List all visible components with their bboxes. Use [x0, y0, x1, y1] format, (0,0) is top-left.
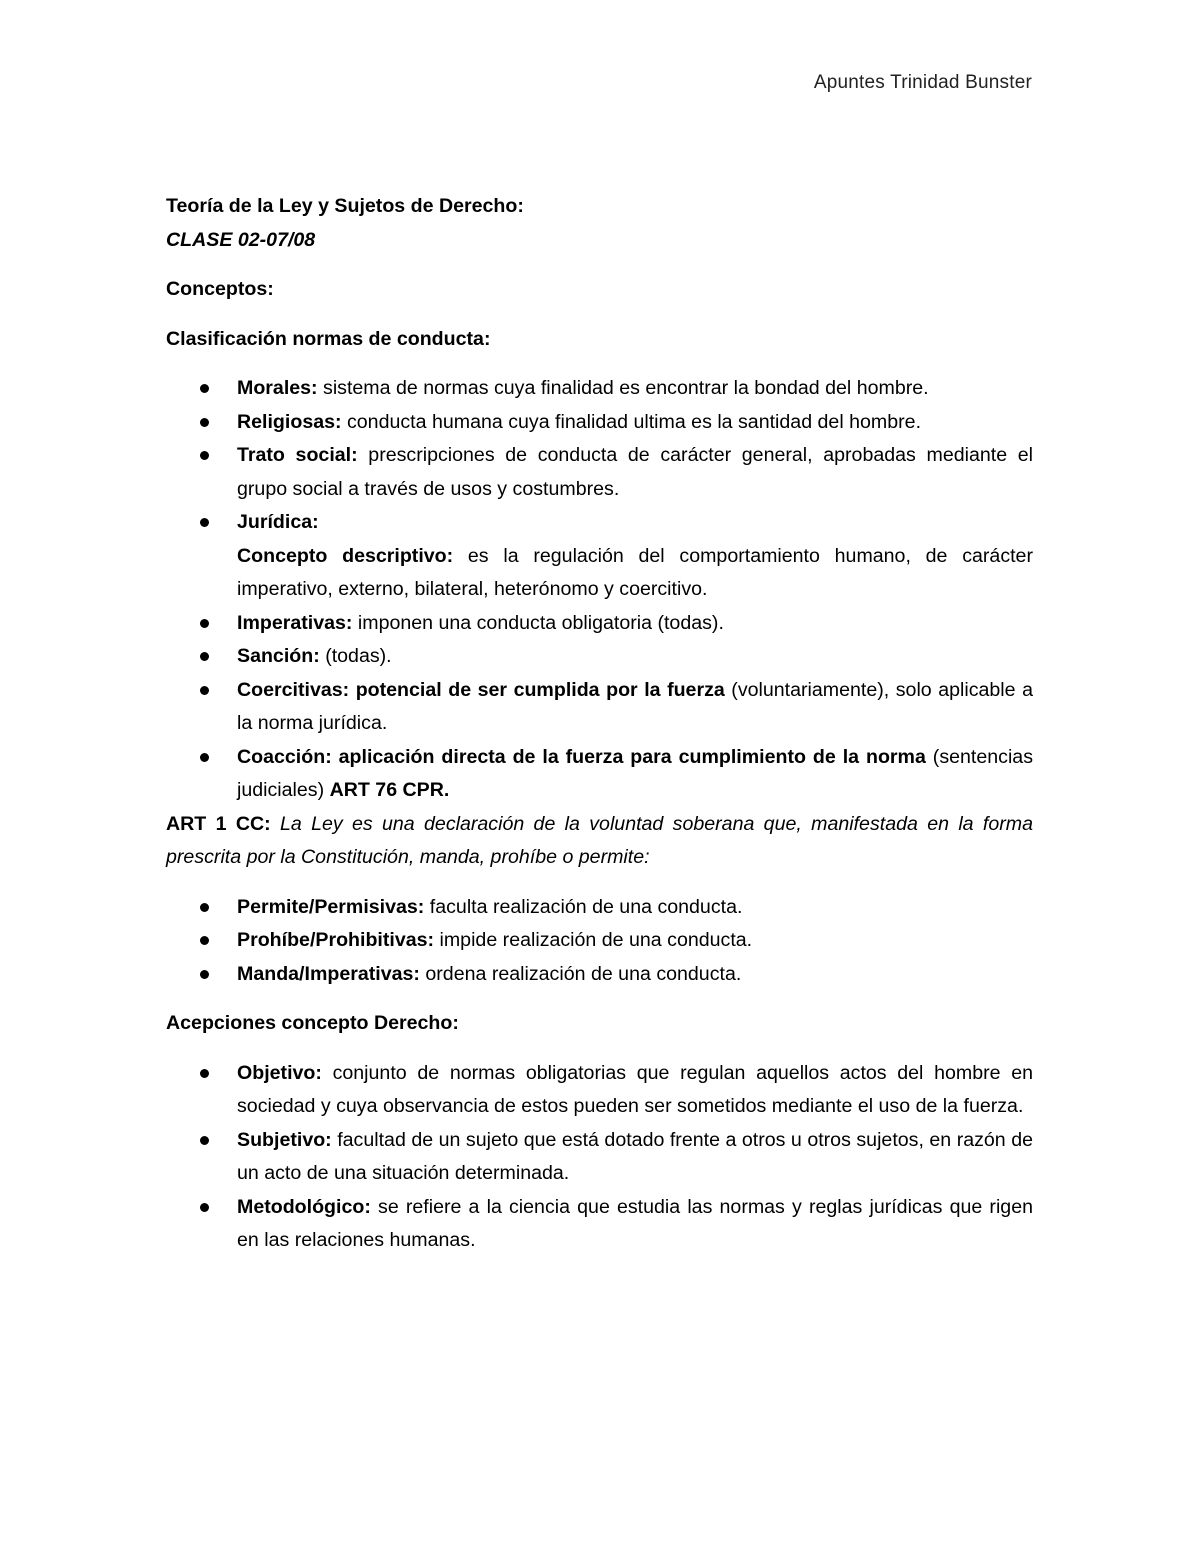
- list-item-subjetivo: [166, 1124, 1033, 1191]
- list-item-prohibe: [166, 924, 1033, 958]
- term-label: Prohíbe/Prohibitivas:: [237, 929, 435, 951]
- list-item-manda: [166, 958, 1033, 992]
- list-item-juridica: [166, 506, 1033, 607]
- term-text: (voluntariamente), solo aplicable a la norma jurídica.: [237, 678, 1033, 734]
- term-label: Metodológico:: [237, 1195, 371, 1218]
- conceptos-heading: Conceptos:: [166, 278, 274, 300]
- term-label: Coacción: aplicación directa de la fuerza para cumplimiento de la norma: [237, 745, 926, 768]
- term-text: impide realización de una conducta.: [434, 929, 753, 951]
- list-item-coaccion: [166, 741, 1033, 808]
- art1-paragraph: [166, 808, 1033, 875]
- acepciones-heading: Acepciones concepto Derecho:: [166, 1012, 459, 1034]
- document-body: [166, 190, 1033, 1258]
- clasificacion-heading: Clasificación normas de conducta:: [166, 327, 491, 350]
- term-text: se refiere a la ciencia que estudia las normas y reglas jurídicas que rigen en las relaciones humanas.: [237, 1195, 1033, 1251]
- term-label: Permite/Permisivas:: [237, 895, 425, 918]
- term-text: imponen una conducta obligatoria (todas).: [352, 611, 724, 634]
- term-label: Religiosas:: [237, 410, 342, 433]
- term-label: Subjetivo:: [237, 1128, 332, 1151]
- list-item-trato-social: [166, 439, 1033, 506]
- page-header-author: Apuntes Trinidad Bunster: [813, 72, 1032, 93]
- term-label: Coercitivas: potencial de ser cumplida por la fuerza: [237, 678, 725, 701]
- term-text: facultad de un sujeto que está dotado frente a otros u otros sujetos, en razón de un acto de una situación determinada.: [237, 1128, 1033, 1184]
- list-item-religiosas: [166, 406, 1033, 440]
- term-label: Imperativas:: [237, 611, 353, 634]
- list-item-metodologico: [166, 1191, 1033, 1258]
- acepciones-list: [166, 1057, 1033, 1258]
- term-label: Objetivo:: [237, 1061, 322, 1084]
- sub-definition: [237, 540, 1033, 607]
- term-reference: ART 76 CPR.: [329, 779, 450, 801]
- term-text: (sentencias judiciales): [237, 745, 1033, 801]
- normas-list: [166, 372, 1033, 808]
- tipos-list: [166, 891, 1033, 992]
- term-label: Jurídica:: [237, 511, 319, 533]
- list-item-coercitivas: [166, 674, 1033, 741]
- list-item-sancion: [166, 640, 1033, 674]
- term-text: conducta humana cuya finalidad ultima es la santidad del hombre.: [341, 410, 922, 433]
- sub-term-text: es la regulación del comportamiento humano, de carácter imperativo, externo, bilateral, heterónomo y coercitivo.: [237, 544, 1033, 600]
- art1-label: ART 1 CC:: [166, 812, 271, 835]
- document-title: Teoría de la Ley y Sujetos de Derecho:: [166, 195, 524, 217]
- art1-quote: La Ley es una declaración de la voluntad soberana que, manifestada en la forma prescrita por la Constitución, manda, prohíbe o permite:: [166, 812, 1033, 868]
- list-item-objetivo: [166, 1057, 1033, 1124]
- term-text: prescripciones de conducta de carácter general, aprobadas mediante el grupo social a través de usos y costumbres.: [237, 444, 1033, 500]
- term-label: Manda/Imperativas:: [237, 962, 420, 985]
- list-item-permite: [166, 891, 1033, 925]
- term-text: ordena realización de una conducta.: [419, 962, 742, 985]
- term-text: faculta realización de una conducta.: [424, 895, 743, 918]
- term-label: Trato social:: [237, 444, 358, 466]
- term-text: (todas).: [319, 645, 392, 667]
- term-label: Morales:: [237, 377, 318, 399]
- list-item-morales: [166, 372, 1033, 406]
- term-text: sistema de normas cuya finalidad es encontrar la bondad del hombre.: [317, 377, 929, 399]
- sub-term-label: Concepto descriptivo:: [237, 544, 454, 567]
- term-text: conjunto de normas obligatorias que regulan aquellos actos del hombre en sociedad y cuya observancia de estos pueden ser sometidos mediante el uso de la fuerza.: [237, 1061, 1033, 1117]
- class-date-heading: CLASE 02-07/08: [166, 228, 316, 251]
- list-item-imperativas: [166, 607, 1033, 641]
- term-label: Sanción:: [237, 645, 320, 667]
